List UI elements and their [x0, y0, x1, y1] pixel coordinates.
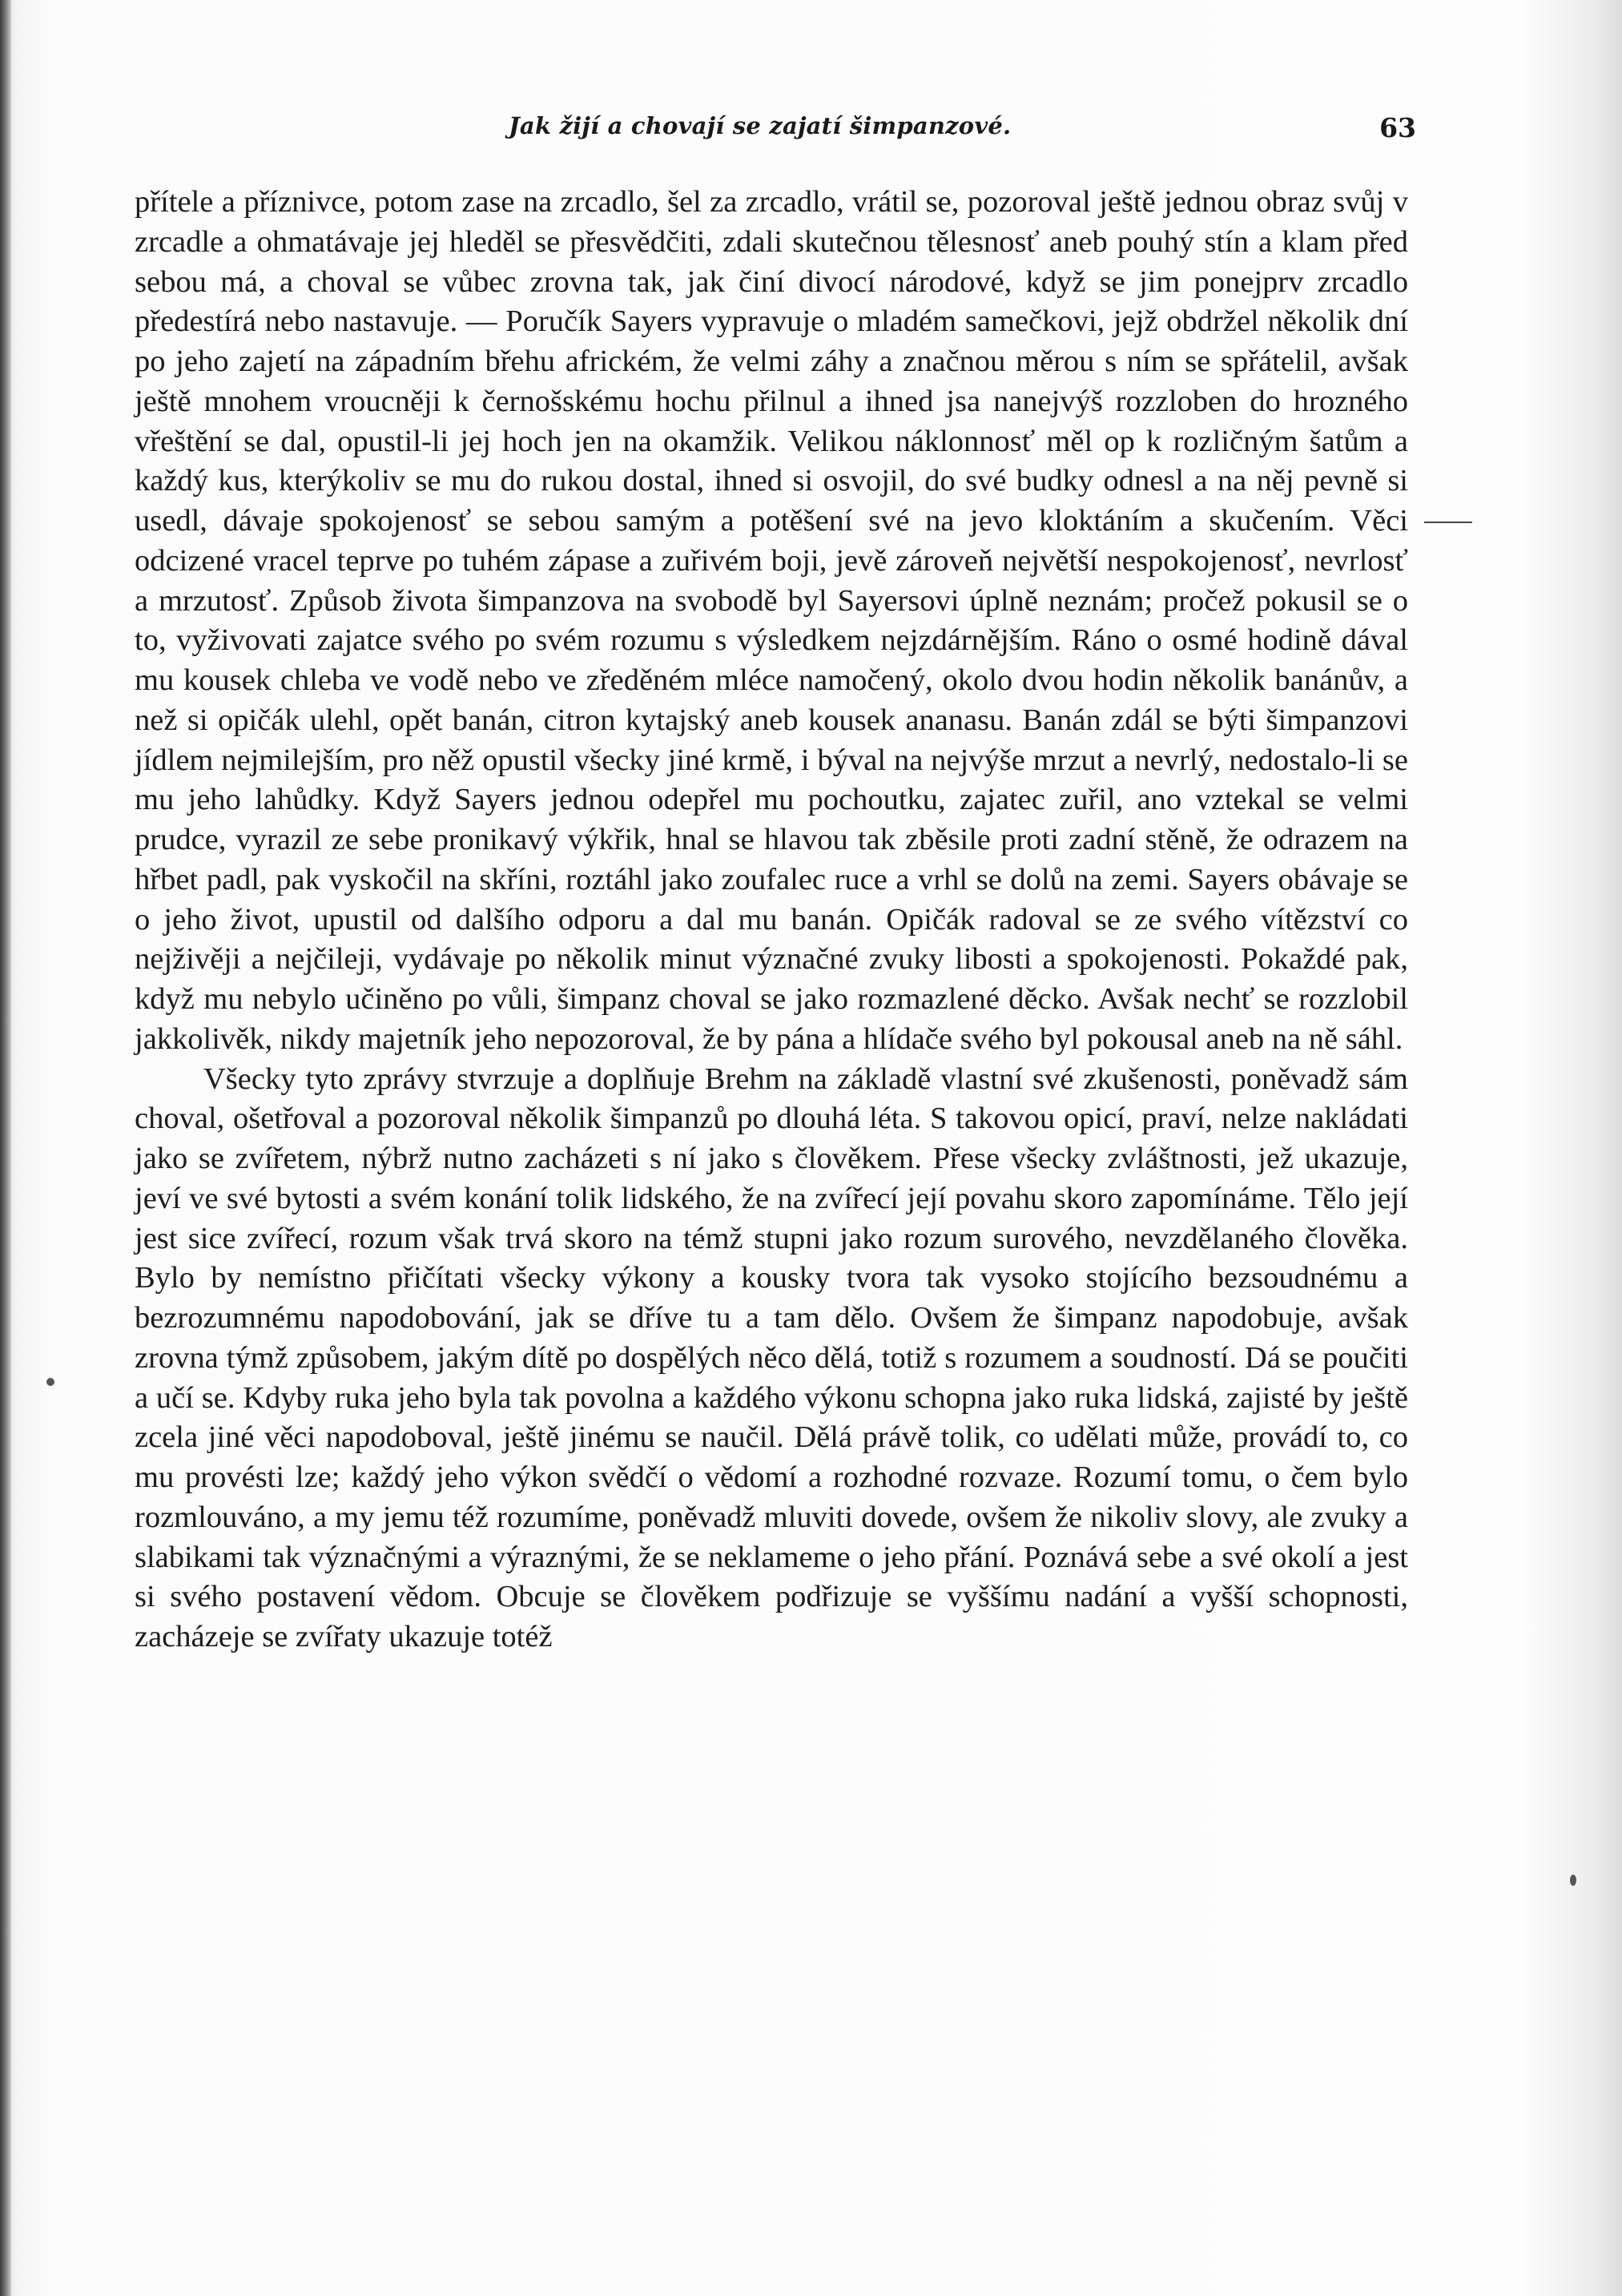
margin-mark [1424, 522, 1472, 523]
page-number: 63 [1379, 112, 1416, 143]
body-text [135, 183, 1408, 1658]
paragraph-1: přítele a příznivce, potom zase na zrcadlo, šel za zrcadlo, vrátil se, pozoroval ještě jednou obraz svůj v zrcadle a ohmatávaje jej hleděl se přesvědčiti, zdali skutečnou tělesnosť aneb pouhý stín a klam před sebou má, a choval se vůbec zrovna tak, jak činí divocí národové, když se jim ponejprv zrcadlo předestírá nebo nastavuje. — Poručík Sayers vypravuje o mladém samečkovi, jejž obdržel několik dní po jeho zajetí na západním břehu africkém, že velmi záhy a značnou měrou s ním se spřátelil, avšak ještě mnohem vroucněji k černošskému hochu přilnul a ihned jsa nanejvýš rozzloben do hrozného vřeštění se dal, opustil-li jej hoch jen na okamžik. Velikou náklonnosť měl op k rozličným šatům a každý kus, kterýkoliv se mu do rukou dostal, ihned si osvojil, do své budky odnesl a na něj pevně si usedl, dávaje spokojenosť se sebou samým a potěšení své na jevo kloktáním a skučením. Věci odcizené vracel teprve po tuhém zápase a zuřivém boji, jevě zároveň největší nespokojenosť, nevrlosť a mrzutosť. Způsob života šimpanzova na svobodě byl Sayersovi úplně neznám; pročež pokusil se o to, vyživovati zajatce svého po svém rozumu s výsledkem nejzdárnějším. Ráno o osmé hodině dával mu kousek chleba ve vodě nebo ve zředěném mléce namočený, okolo dvou hodin několik banánův, a než si opičák ulehl, opět banán, citron kytajský aneb kousek ananasu. Banán zdál se býti šimpanzovi jídlem nejmilejším, pro něž opustil všecky jiné krmě, i býval na nejvýše mrzut a nevrlý, nedostalo-li se mu jeho lahůdky. Když Sayers jednou odepřel mu pochoutku, zajatec zuřil, ano vztekal se velmi prudce, vyrazil ze sebe pronikavý výkřik, hnal se hlavou tak zběsile proti zadní stěně, že odrazem na hřbet padl, pak vyskočil na skříni, roztáhl jako zoufalec ruce a vrhl se dolů na zemi. Sayers obávaje se o jeho život, upustil od dalšího odporu a dal mu banán. Opičák radoval se ze svého vítězství co nejživěji a nejčileji, vydávaje po několik minut význačné zvuky libosti a spokojenosti. Pokaždé pak, když mu nebylo učiněno po vůli, šimpanz choval se jako rozmazlené děcko. Avšak nechť se rozzlobil jakkolivěk, nikdy majetník jeho nepozoroval, že by pána a hlídače svého byl pokousal aneb na ně sáhl. [135, 185, 1408, 1056]
ink-speck [46, 1378, 54, 1386]
page-header [135, 112, 1416, 154]
running-title: Jak žijí a chovají se zajatí šimpanzové. [509, 112, 1012, 139]
page-binding-edge [0, 0, 11, 2296]
ink-speck [1570, 1875, 1576, 1886]
paragraph-2: Všecky tyto zprávy stvrzuje a doplňuje Brehm na základě vlastní své zkušenosti, poněvadž sám choval, ošetřoval a pozoroval několik šimpanzů po dlouhá léta. S takovou opicí, praví, nelze nakládati jako se zvířetem, nýbrž nutno zacházeti s ní jako s člověkem. Přese všecky zvláštnosti, jež ukazuje, jeví ve své bytosti a svém konání tolik lidského, že na zvířecí její povahu skoro zapomínáme. Tělo její jest sice zvířecí, rozum však trvá skoro na témž stupni jako rozum surového, nevzdělaného člověka. Bylo by nemístno přičítati všecky výkony a kousky tvora tak vysoko stojícího bezsoudnému a bezrozumnému napodobování, jak se dříve tu a tam dělo. Ovšem že šimpanz napodobuje, avšak zrovna týmž způsobem, jakým dítě po dospělých něco dělá, totiž s rozumem a soudností. Dá se poučiti a učí se. Kdyby ruka jeho byla tak povolna a každého výkonu schopna jako ruka lidská, zajisté by ještě zcela jiné věci napodoboval, ještě jinému se naučil. Dělá právě tolik, co udělati může, provádí to, co mu provésti lze; každý jeho výkon svědčí o vědomí a rozhodné rozvaze. Rozumí tomu, o čem bylo rozmlouváno, a my jemu též rozumíme, poněvadž mluviti dovede, ovšem že nikoliv slovy, ale zvuky a slabikami tak význačnými a výraznými, že se neklameme o jeho přání. Poznává sebe a své okolí a jest si svého postavení vědom. Obcuje se člověkem podřizuje se vyššímu nadání a vyšší schopnosti, zacházeje se zvířaty ukazuje totéž [135, 1061, 1408, 1654]
